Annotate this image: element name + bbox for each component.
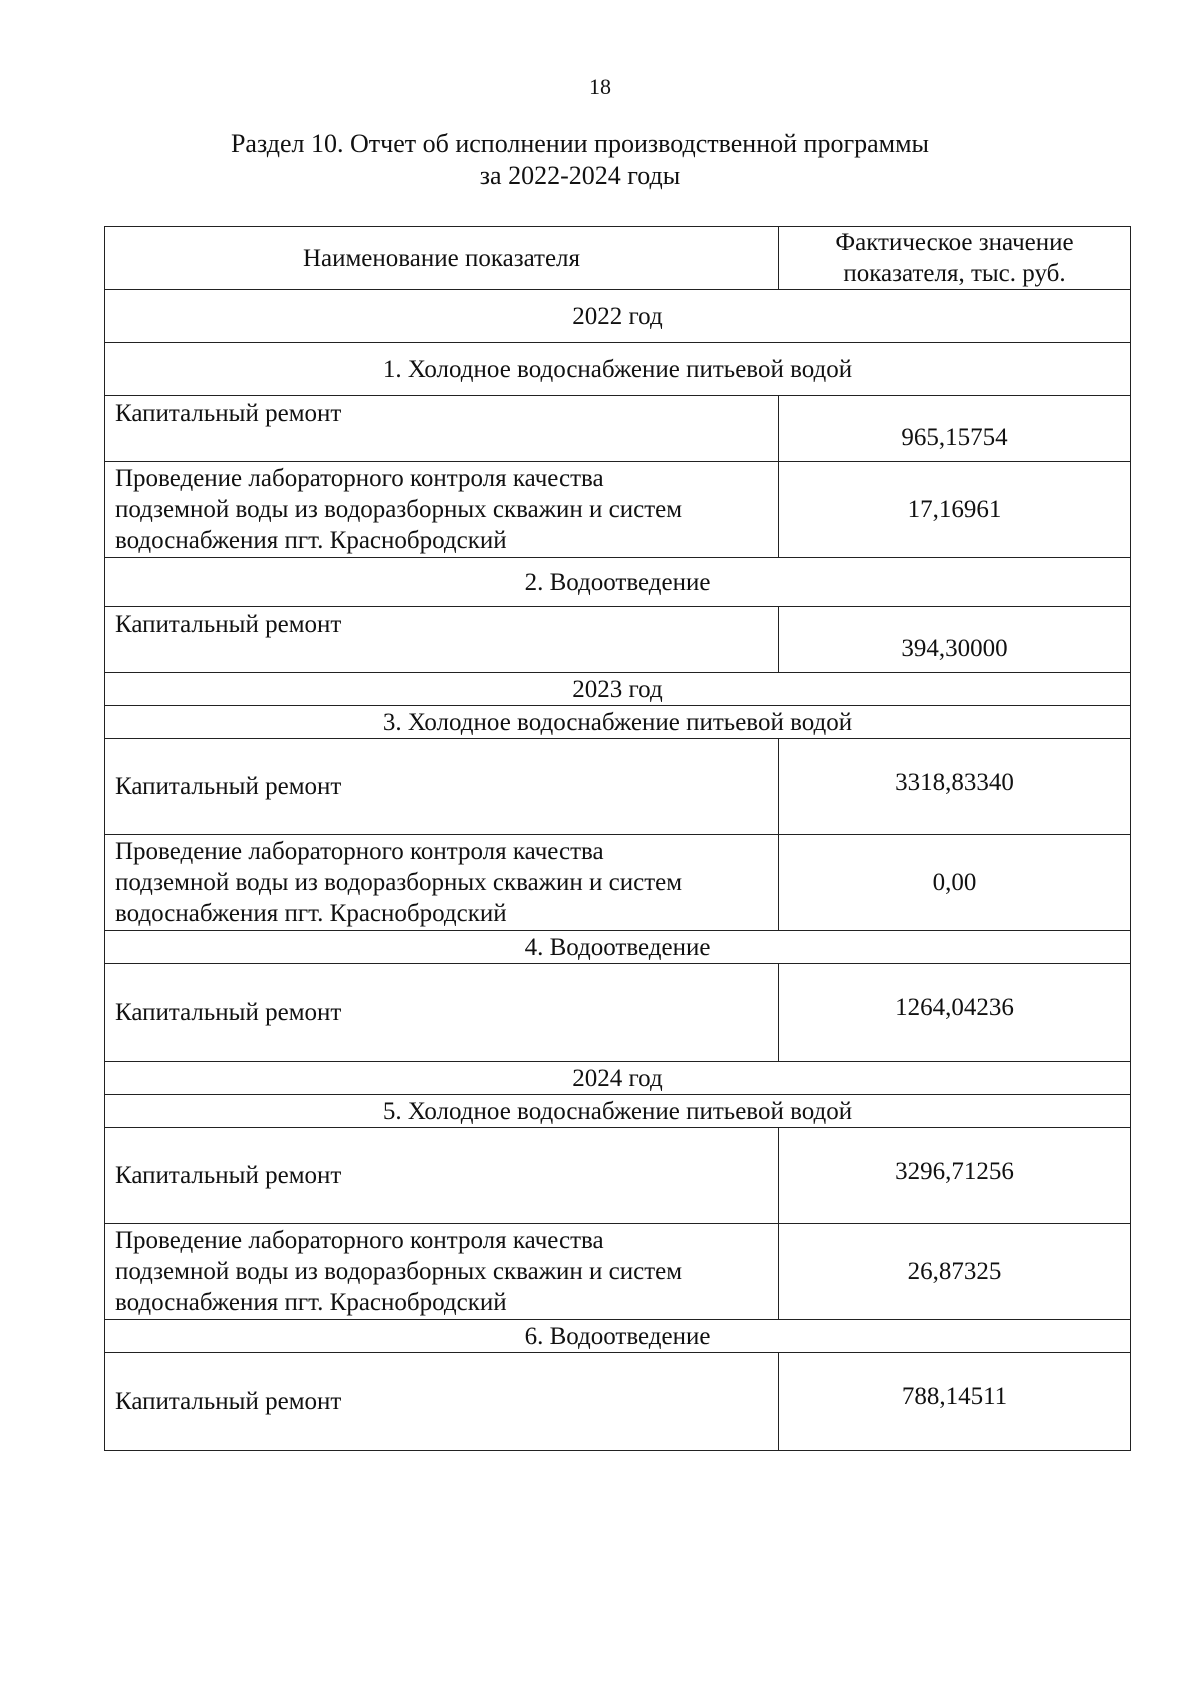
year-label: 2023 год [105,673,1131,706]
table-row [105,835,1131,931]
page-number: 18 [589,74,611,99]
section-title: 6. Водоотведение [105,1320,1131,1353]
year-row [105,673,1131,706]
row-name: Капитальный ремонт [105,396,779,462]
row-value: 3318,83340 [779,739,1131,835]
year-row [105,290,1131,343]
report-table [104,226,1131,1451]
row-value: 17,16961 [779,462,1131,558]
row-value: 3296,71256 [779,1128,1131,1224]
row-value: 1264,04236 [779,964,1131,1062]
section-row [105,706,1131,739]
section-title: 3. Холодное водоснабжение питьевой водой [105,706,1131,739]
row-name: Капитальный ремонт [105,739,779,835]
table-row [105,964,1131,1062]
row-name [105,1224,779,1320]
row-name [105,462,779,558]
table-header-row [105,227,1131,290]
section-title: 4. Водоотведение [105,931,1131,964]
section-title: 2. Водоотведение [105,558,1131,607]
row-name: Капитальный ремонт [105,1128,779,1224]
section-title: 1. Холодное водоснабжение питьевой водой [105,343,1131,396]
report-title [0,128,1160,192]
title-line-2: за 2022-2024 годы [479,161,681,190]
row-name [105,835,779,931]
row-name-line-3: водоснабжения пгт. Краснобродский [115,527,507,554]
year-label: 2024 год [105,1062,1131,1095]
row-name: Капитальный ремонт [105,607,779,673]
table-row [105,1128,1131,1224]
table-row [105,1224,1131,1320]
row-name: Капитальный ремонт [105,1353,779,1451]
title-line-1: Раздел 10. Отчет об исполнении производственной программы [230,129,930,158]
header-value-line-2: показателя, тыс. руб. [843,260,1066,287]
year-row [105,1062,1131,1095]
row-value: 788,14511 [779,1353,1131,1451]
header-value-line-1: Фактическое значение [835,229,1074,256]
section-row [105,931,1131,964]
header-value-cell [779,227,1131,290]
section-row [105,1320,1131,1353]
table-row [105,1353,1131,1451]
row-value: 394,30000 [779,607,1131,673]
table-row [105,462,1131,558]
row-name-line-1: Проведение лабораторного контроля качества [115,465,604,492]
section-row [105,558,1131,607]
row-name-line-1: Проведение лабораторного контроля качества [115,1227,604,1254]
table-row [105,396,1131,462]
header-name-cell: Наименование показателя [105,227,779,290]
section-row [105,1095,1131,1128]
row-name: Капитальный ремонт [105,964,779,1062]
table-row [105,607,1131,673]
row-name-line-2: подземной воды из водоразборных скважин и систем [115,869,683,896]
row-name-line-1: Проведение лабораторного контроля качества [115,838,604,865]
row-value: 26,87325 [779,1224,1131,1320]
section-row [105,343,1131,396]
row-name-line-3: водоснабжения пгт. Краснобродский [115,1289,507,1316]
row-name-line-3: водоснабжения пгт. Краснобродский [115,900,507,927]
section-title: 5. Холодное водоснабжение питьевой водой [105,1095,1131,1128]
table-row [105,739,1131,835]
year-label: 2022 год [105,290,1131,343]
row-value: 965,15754 [779,396,1131,462]
row-name-line-2: подземной воды из водоразборных скважин и систем [115,1258,683,1285]
row-name-line-2: подземной воды из водоразборных скважин и систем [115,496,683,523]
row-value: 0,00 [779,835,1131,931]
